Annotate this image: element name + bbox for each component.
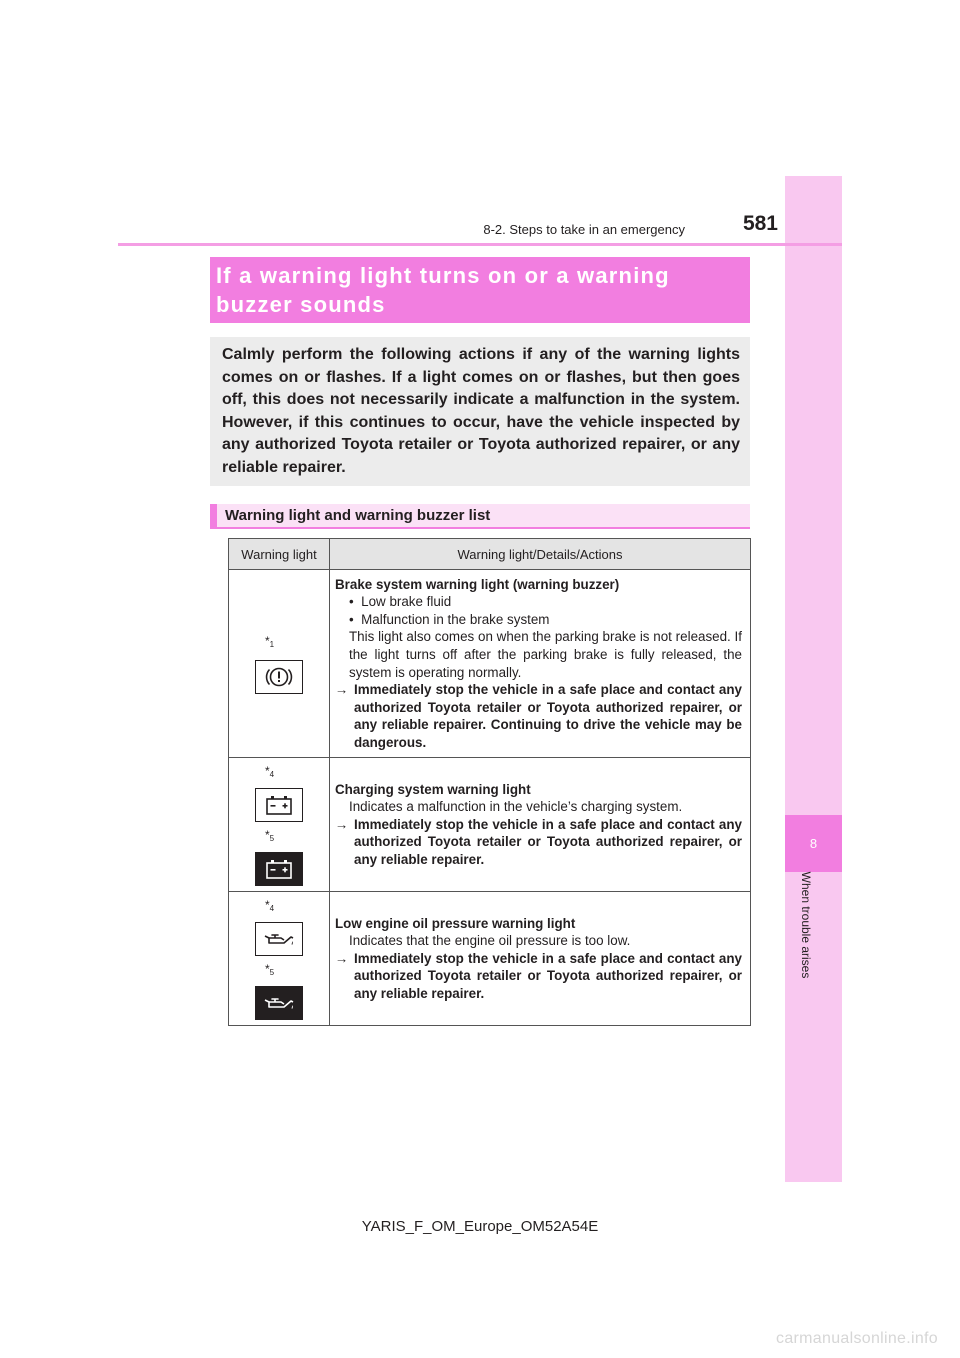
table-row xyxy=(229,758,751,892)
watermark: carmanualsonline.info xyxy=(776,1330,938,1347)
warning-light-details: Indicates that the engine oil pressure is too low. xyxy=(349,933,631,949)
section-subheading: Warning light and warning buzzer list xyxy=(210,504,750,529)
intro-box xyxy=(210,337,750,486)
table-header-row xyxy=(229,539,751,570)
header-divider xyxy=(118,243,842,246)
oil-can-icon xyxy=(255,986,303,1020)
action-instruction xyxy=(335,816,742,869)
warning-light-title: Charging system warning light xyxy=(335,781,531,797)
table-row xyxy=(229,570,751,758)
list-item: • Malfunction in the brake system xyxy=(349,611,550,627)
list-item: • Low brake fluid xyxy=(349,594,452,610)
arrow-right-icon: → xyxy=(335,682,349,698)
warning-light-icon-cell xyxy=(229,892,330,1026)
title-banner xyxy=(210,257,750,323)
battery-icon xyxy=(255,788,303,822)
footnote-marker: *$^4$ xyxy=(265,897,275,913)
warning-light-title: Brake system warning light (warning buzzer) xyxy=(335,576,620,592)
oil-can-icon xyxy=(255,922,303,956)
arrow-right-icon: → xyxy=(335,950,349,966)
action-instruction xyxy=(335,950,742,1003)
brake-warning-icon xyxy=(255,660,303,694)
warning-light-icon-cell xyxy=(229,758,330,892)
warning-light-icon-cell xyxy=(229,570,330,758)
column-header-warning-light: Warning light xyxy=(229,539,330,570)
table-row xyxy=(229,892,751,1026)
page-title: If a warning light turns on or a warning buzzer sounds xyxy=(216,263,670,317)
document-code: YARIS_F_OM_Europe_OM52A54E xyxy=(361,1218,599,1235)
warning-light-details-cell xyxy=(330,892,751,1026)
footnote-marker: *$^4$ xyxy=(265,763,275,779)
footnote-marker: *$^5$ xyxy=(265,961,275,977)
warning-light-title: Low engine oil pressure warning light xyxy=(335,915,576,931)
page-number: 581 xyxy=(742,212,778,235)
intro-text: Calmly perform the following actions if any of the warning lights comes on or flashes. If a light comes on or flashes, but then goes off, this does not necessarily indicate a malfunction in the system. However, if this continues to occur, have the vehicle inspected by any authorized Toyota retailer or Toyota authorized repairer, or any reliable repairer. xyxy=(222,346,740,476)
side-chapter-strip xyxy=(785,176,842,1182)
action-text: Immediately stop the vehicle in a safe place and contact any authorized Toyota retailer or Toyota authorized repairer, or any reliable repairer. Continuing to drive the vehicle may be dangerous. xyxy=(354,682,742,750)
warning-light-table xyxy=(228,538,751,1026)
section-header: 8-2. Steps to take in an emergency xyxy=(483,222,685,237)
chapter-title-vertical: When trouble arises xyxy=(799,871,813,979)
battery-icon xyxy=(255,852,303,886)
warning-light-details: Indicates a malfunction in the vehicle’s charging system. xyxy=(349,799,683,815)
warning-light-details-cell xyxy=(330,570,751,758)
warning-light-details-cell xyxy=(330,758,751,892)
footnote-marker: *$^5$ xyxy=(265,827,275,843)
warning-light-details: This light also comes on when the parking brake is not released. If the light turns off after the parking brake is fully released, the system is operating normally. xyxy=(349,629,742,680)
action-instruction xyxy=(335,681,742,751)
column-header-details: Warning light/Details/Actions xyxy=(330,539,751,570)
arrow-right-icon: → xyxy=(335,816,349,832)
chapter-number-tab: 8 xyxy=(785,815,842,872)
footnote-marker: *$^1$ xyxy=(265,633,275,649)
action-text: Immediately stop the vehicle in a safe place and contact any authorized Toyota retailer or Toyota authorized repairer, or any reliable repairer. xyxy=(354,816,742,867)
action-text: Immediately stop the vehicle in a safe place and contact any authorized Toyota retailer or Toyota authorized repairer, or any reliable repairer. xyxy=(354,950,742,1001)
